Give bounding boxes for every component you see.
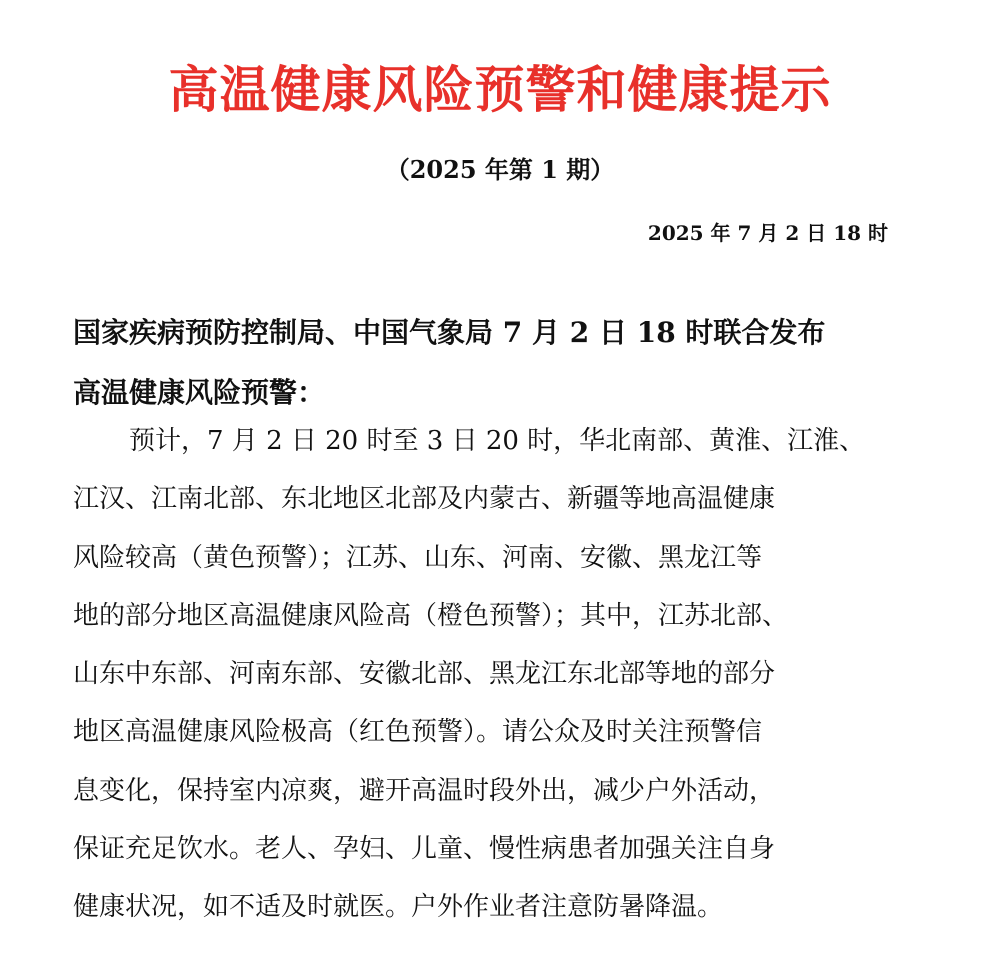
issue-date: 2025 年 7 月 2 日 18 时 [647,221,888,245]
body-line: 风险较高（黄色预警）；江苏、山东、河南、安徽、黑龙江等 [73,542,763,573]
body-line: 山东中东部、河南东部、安徽北部、黑龙江东北部等地的部分 [73,659,776,690]
document-title: 高温健康风险预警和健康提示 [168,60,832,119]
heading-line: 高温健康风险预警： [73,376,326,409]
issue-number: （2025 年第 1 期） [385,155,615,184]
announcement-heading [73,303,825,423]
body-line: 息变化，保持室内凉爽，避开高温时段外出，减少户外活动， [73,775,776,806]
body-line: 保证充足饮水。老人、孕妇、儿童、慢性病患者加强关注自身 [73,834,776,865]
body-line: 地的部分地区高温健康风险高（橙色预警）；其中，江苏北部、 [73,600,789,631]
body-line: 地区高温健康风险极高（红色预警）。请公众及时关注预警信 [73,717,763,748]
announcement-body [73,412,865,937]
body-line: 江汉、江南北部、东北地区北部及内蒙古、新疆等地高温健康 [73,484,776,515]
body-line: 健康状况，如不适及时就医。户外作业者注意防暑降温。 [73,892,724,923]
body-line: 预计，7 月 2 日 20 时至 3 日 20 时，华北南部、黄淮、江淮、 [129,426,866,456]
heading-line: 国家疾病预防控制局、中国气象局 7 月 2 日 18 时联合发布 [73,316,826,349]
